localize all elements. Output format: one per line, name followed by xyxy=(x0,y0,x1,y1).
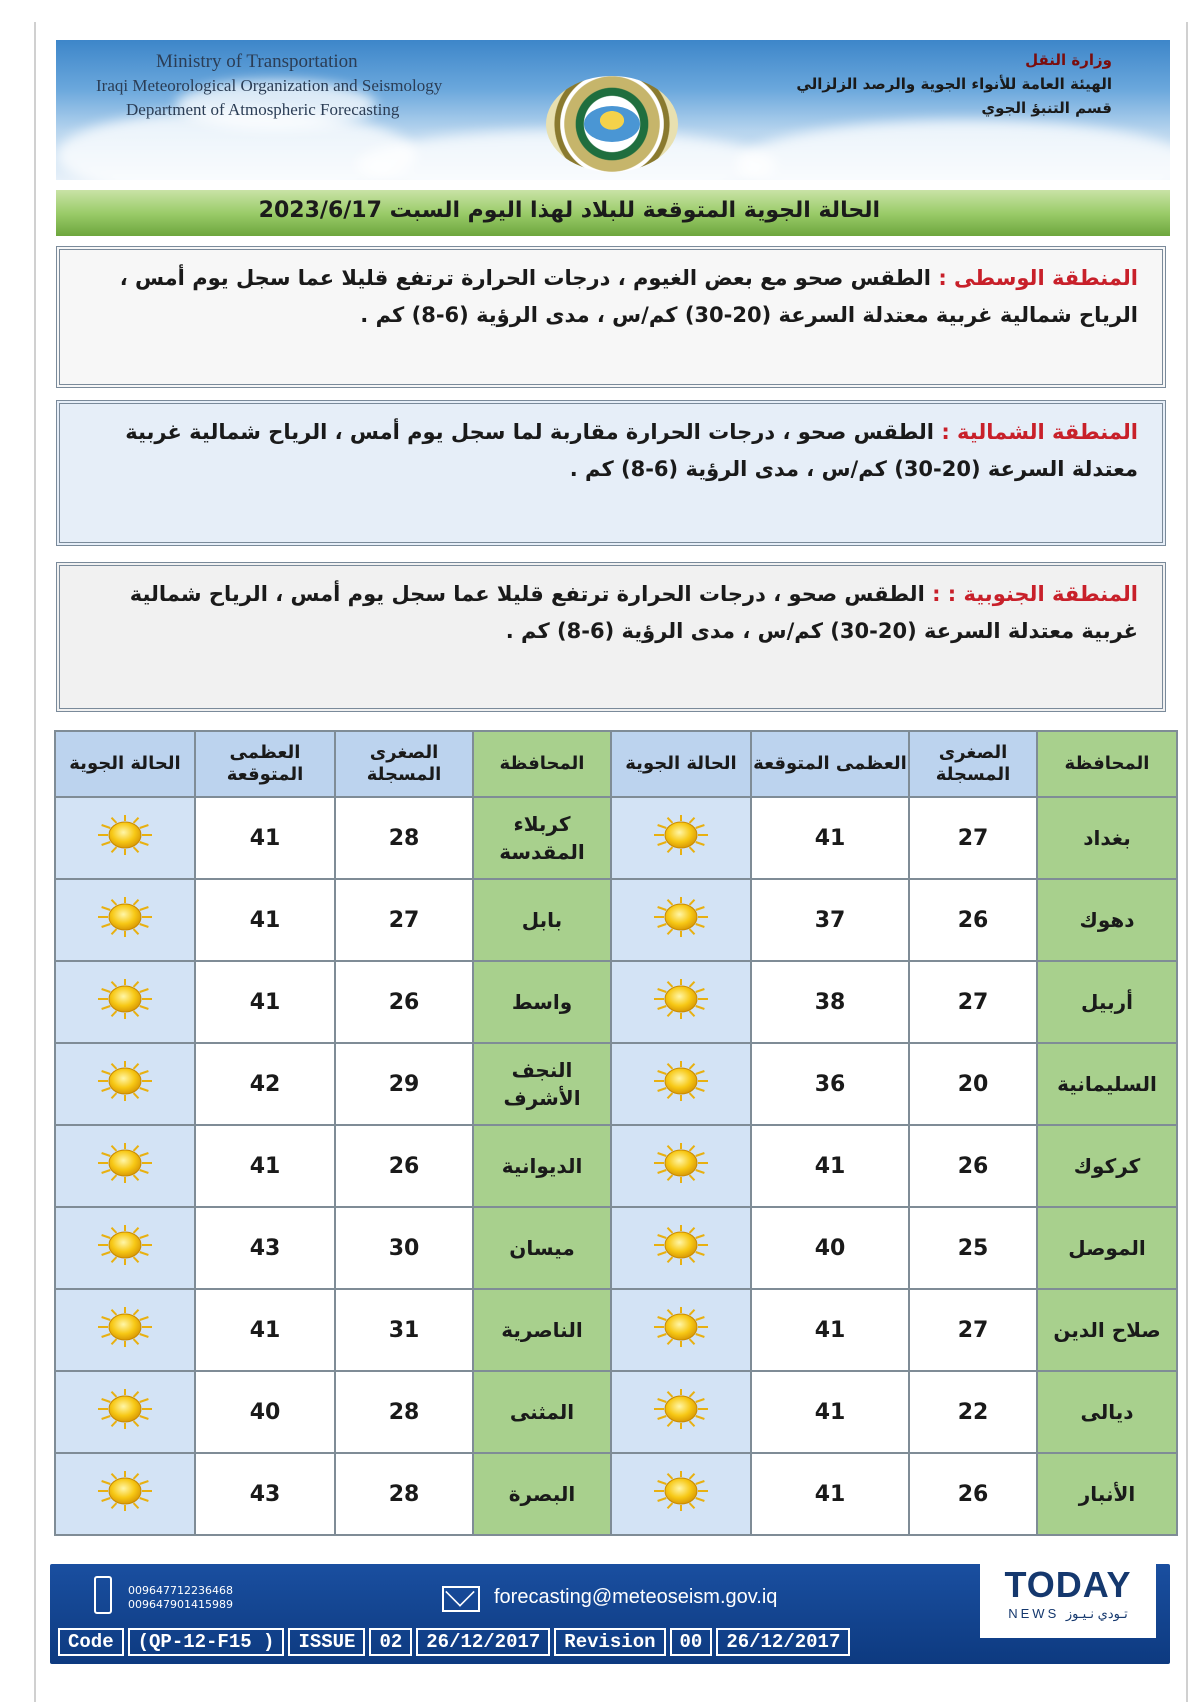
governorate-cell: صلاح الدين xyxy=(1037,1289,1177,1371)
min-temp-cell: 27 xyxy=(909,961,1037,1043)
region-south xyxy=(56,562,1166,712)
sun-icon xyxy=(94,896,156,938)
sun-icon xyxy=(94,1306,156,1348)
max-temp-cell: 41 xyxy=(751,1453,909,1535)
weather-cell xyxy=(611,1125,751,1207)
max-temp-cell: 41 xyxy=(195,797,335,879)
department-name-ar: قسم التنبؤ الجوي xyxy=(981,99,1112,117)
organization-name-en: Iraqi Meteorological Organization and Seismology xyxy=(96,76,443,95)
min-temp-cell: 26 xyxy=(335,961,473,1043)
header-governorate: المحافظة xyxy=(473,731,611,797)
region-forecast-text: الطقس صحو مع بعض الغيوم ، درجات الحرارة ترتفع قليلا عما سجل يوم أمس ، الرياح شمالية غربية معتدلة السرعة (20-30) كم/س ، مدى الرؤية (6-8) كم . xyxy=(119,266,1138,327)
sun-icon xyxy=(650,1142,712,1184)
sun-icon xyxy=(650,814,712,856)
min-temp-cell: 28 xyxy=(335,1371,473,1453)
arabic-letterhead xyxy=(796,48,1112,120)
governorate-cell: الأنبار xyxy=(1037,1453,1177,1535)
min-temp-cell: 30 xyxy=(335,1207,473,1289)
min-temp-cell: 29 xyxy=(335,1043,473,1125)
sun-icon xyxy=(650,1306,712,1348)
weather-cell xyxy=(611,1371,751,1453)
governorate-cell: واسط xyxy=(473,961,611,1043)
phone-number: 009647901415989 xyxy=(128,1598,233,1611)
governorate-cell: ميسان xyxy=(473,1207,611,1289)
english-letterhead xyxy=(96,50,442,122)
header-min-temp: الصغرى المسجلة xyxy=(335,731,473,797)
governorate-cell: بغداد xyxy=(1037,797,1177,879)
min-temp-cell: 27 xyxy=(909,1289,1037,1371)
governorate-cell: أربيل xyxy=(1037,961,1177,1043)
table-row xyxy=(55,1371,1177,1453)
sun-icon xyxy=(94,814,156,856)
weather-cell xyxy=(55,961,195,1043)
region-label: المنطقة الشمالية : xyxy=(941,420,1138,444)
min-temp-cell: 20 xyxy=(909,1043,1037,1125)
weather-cell xyxy=(55,1371,195,1453)
department-name-en: Department of Atmospheric Forecasting xyxy=(126,100,400,119)
min-temp-cell: 27 xyxy=(335,879,473,961)
weather-cell xyxy=(55,1125,195,1207)
max-temp-cell: 42 xyxy=(195,1043,335,1125)
sun-icon xyxy=(650,1060,712,1102)
header-max-temp: العظمى المتوقعة xyxy=(751,731,909,797)
page-title: الحالة الجوية المتوقعة للبلاد لهذا اليوم السبت 2023/6/17 xyxy=(258,198,880,223)
governorate-cell: النجف الأشرف xyxy=(473,1043,611,1125)
table-row xyxy=(55,1043,1177,1125)
table-row xyxy=(55,879,1177,961)
region-forecast-text: الطقس صحو ، درجات الحرارة ترتفع قليلا عما سجل يوم أمس ، الرياح شمالية غربية معتدلة السرعة (20-30) كم/س ، مدى الرؤية (6-8) كم . xyxy=(129,582,1138,643)
sun-icon xyxy=(650,1388,712,1430)
sun-icon xyxy=(94,978,156,1020)
today-news-watermark xyxy=(980,1560,1156,1638)
letterhead xyxy=(56,40,1170,180)
region-label: المنطقة الجنوبية : : xyxy=(932,582,1138,606)
min-temp-cell: 27 xyxy=(909,797,1037,879)
weather-cell xyxy=(55,1453,195,1535)
sun-icon xyxy=(94,1470,156,1512)
table-row xyxy=(55,1125,1177,1207)
sun-icon xyxy=(94,1142,156,1184)
weather-cell xyxy=(55,797,195,879)
weather-cell xyxy=(611,1289,751,1371)
max-temp-cell: 41 xyxy=(195,961,335,1043)
weather-cell xyxy=(611,1453,751,1535)
phone-numbers xyxy=(128,1584,233,1612)
region-forecast-text: الطقس صحو ، درجات الحرارة مقاربة لما سجل يوم أمس ، الرياح شمالية غربية معتدلة السرعة (20-30) كم/س ، مدى الرؤية (6-8) كم . xyxy=(125,420,1138,481)
table-row xyxy=(55,1207,1177,1289)
weather-cell xyxy=(55,1043,195,1125)
weather-cell xyxy=(611,1207,751,1289)
max-temp-cell: 38 xyxy=(751,961,909,1043)
sun-icon xyxy=(94,1224,156,1266)
weather-cell xyxy=(611,1043,751,1125)
ministry-name-ar: وزارة النقل xyxy=(1025,51,1112,69)
governorate-forecast-table xyxy=(54,730,1178,1536)
weather-cell xyxy=(55,879,195,961)
max-temp-cell: 41 xyxy=(751,1289,909,1371)
header-min-temp: الصغرى المسجلة xyxy=(909,731,1037,797)
header-max-temp: العظمى المتوقعة xyxy=(195,731,335,797)
max-temp-cell: 36 xyxy=(751,1043,909,1125)
weather-cell xyxy=(611,961,751,1043)
organization-name-ar: الهيئة العامة للأنواء الجوية والرصد الزلزالي xyxy=(796,75,1112,93)
max-temp-cell: 41 xyxy=(195,879,335,961)
header-weather: الحالة الجوية xyxy=(611,731,751,797)
document-code-cell: Revision xyxy=(554,1628,665,1656)
max-temp-cell: 40 xyxy=(195,1371,335,1453)
governorate-cell: الموصل xyxy=(1037,1207,1177,1289)
phone-icon xyxy=(94,1576,112,1614)
table-row xyxy=(55,1453,1177,1535)
min-temp-cell: 25 xyxy=(909,1207,1037,1289)
governorate-cell: بابل xyxy=(473,879,611,961)
weather-cell xyxy=(55,1207,195,1289)
min-temp-cell: 22 xyxy=(909,1371,1037,1453)
max-temp-cell: 41 xyxy=(751,1371,909,1453)
max-temp-cell: 41 xyxy=(751,797,909,879)
title-bar xyxy=(56,188,1170,236)
document-code-cell: 26/12/2017 xyxy=(716,1628,850,1656)
max-temp-cell: 41 xyxy=(195,1289,335,1371)
organization-logo xyxy=(546,76,678,172)
watermark-brand: TODAY xyxy=(1004,1564,1132,1605)
governorate-cell: ديالى xyxy=(1037,1371,1177,1453)
ministry-name-en: Ministry of Transportation xyxy=(156,51,358,72)
weather-cell xyxy=(55,1289,195,1371)
sun-icon xyxy=(650,1470,712,1512)
governorate-cell: المثنى xyxy=(473,1371,611,1453)
sun-icon xyxy=(94,1060,156,1102)
weather-cell xyxy=(611,797,751,879)
governorate-cell: كربلاء المقدسة xyxy=(473,797,611,879)
min-temp-cell: 31 xyxy=(335,1289,473,1371)
document-code-cell: (QP-12-F15 ) xyxy=(128,1628,285,1656)
document-code-cell: Code xyxy=(58,1628,124,1656)
contact-email[interactable]: forecasting@meteoseism.gov.iq xyxy=(494,1586,778,1608)
max-temp-cell: 41 xyxy=(751,1125,909,1207)
table-header-row xyxy=(55,731,1177,797)
document-code-cell: ISSUE xyxy=(288,1628,365,1656)
governorate-cell: الديوانية xyxy=(473,1125,611,1207)
header-weather: الحالة الجوية xyxy=(55,731,195,797)
sun-icon xyxy=(650,978,712,1020)
governorate-cell: البصرة xyxy=(473,1453,611,1535)
sun-icon xyxy=(94,1388,156,1430)
governorate-cell: كركوك xyxy=(1037,1125,1177,1207)
min-temp-cell: 26 xyxy=(909,1125,1037,1207)
max-temp-cell: 43 xyxy=(195,1453,335,1535)
min-temp-cell: 26 xyxy=(335,1125,473,1207)
governorate-cell: دهوك xyxy=(1037,879,1177,961)
sun-icon xyxy=(650,896,712,938)
table-row xyxy=(55,961,1177,1043)
region-central xyxy=(56,246,1166,388)
region-label: المنطقة الوسطى : xyxy=(938,266,1138,290)
min-temp-cell: 28 xyxy=(335,797,473,879)
watermark-subtitle: NEWS تـودي نـيـوز xyxy=(1008,1606,1128,1621)
document-code-cell: 00 xyxy=(670,1628,713,1656)
governorate-cell: السليمانية xyxy=(1037,1043,1177,1125)
document-code-cell: 02 xyxy=(369,1628,412,1656)
document-code-row xyxy=(58,1628,854,1656)
table-row xyxy=(55,1289,1177,1371)
max-temp-cell: 41 xyxy=(195,1125,335,1207)
document-code-cell: 26/12/2017 xyxy=(416,1628,550,1656)
governorate-cell: الناصرية xyxy=(473,1289,611,1371)
region-north xyxy=(56,400,1166,546)
sun-icon xyxy=(650,1224,712,1266)
min-temp-cell: 28 xyxy=(335,1453,473,1535)
min-temp-cell: 26 xyxy=(909,879,1037,961)
phone-number: 009647712236468 xyxy=(128,1584,233,1597)
table-row xyxy=(55,797,1177,879)
weather-cell xyxy=(611,879,751,961)
max-temp-cell: 40 xyxy=(751,1207,909,1289)
header-governorate: المحافظة xyxy=(1037,731,1177,797)
email-icon xyxy=(442,1586,480,1612)
min-temp-cell: 26 xyxy=(909,1453,1037,1535)
max-temp-cell: 43 xyxy=(195,1207,335,1289)
max-temp-cell: 37 xyxy=(751,879,909,961)
